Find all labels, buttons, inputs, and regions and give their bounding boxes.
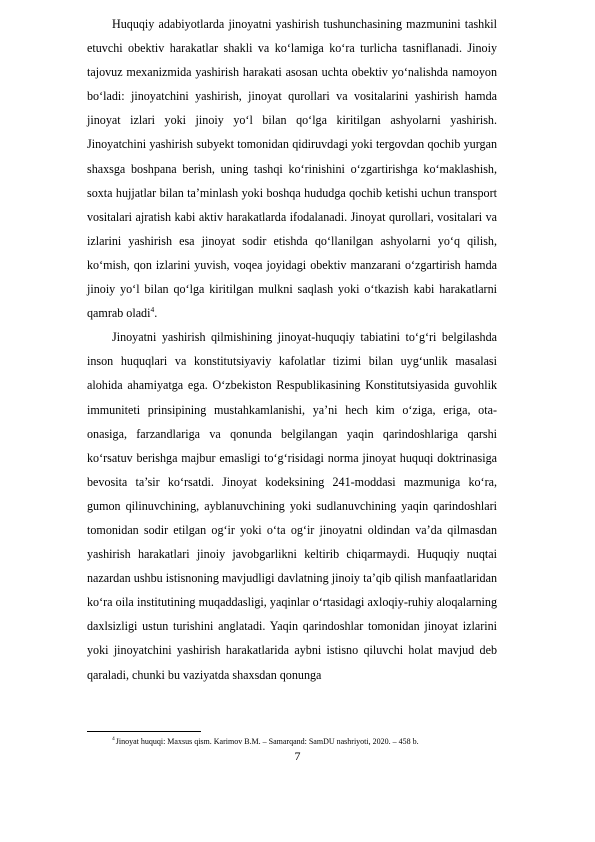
footnote-reference[interactable]: 4 xyxy=(150,305,155,315)
footnote-mark: 4 xyxy=(112,736,115,743)
paragraph-2-text: Jinoyatni yashirish qilmishining jinoyat-huquqiy tabiatini to‘g‘ri belgilashda inson huquqlari va konstitutsiyaviy kafolatlar tizimi bilan uyg‘unlik masalasi alohida ahamiyatga ega. O‘zbekiston Respublikasining Konstitutsiyasida guvohlik immuniteti prinsipining mustahkamlanishi, ya’ni hech kim o‘ziga, eriga, ota-onasiga, farzandlariga va qonunda belgilangan yaqin qarindoshlariga qarshi ko‘rsatuv berishga majbur emasligi to‘g‘risidagi norma jinoyat huquqi doktrinasiga bevosita ta’sir ko‘rsatdi. Jinoyat kodeksining 241-moddasi mazmuniga ko‘ra, gumon qilinuvchining, ayblanuvchining yoki sudlanuvchining yaqin qarindoshlari tomonidan sodir etilgan og‘ir yoki o‘ta og‘ir jinoyatni oldindan va’da qilmasdan yashirish harakatlari jinoiy javobgarlikni keltirib chiqarmaydi. Huquqiy nuqtai nazardan ushbu istisnoning mavjudligi davlatning jinoiy ta’qib qilish manfaatlaridan ko‘ra oila institutining muqaddasligi, yaqinlar o‘rtasidagi axloqiy-ruhiy aloqalarning daxlsizligi ustun turishini anglatadi. Yaqin qarindoshlar tomonidan jinoyat izlarini yoki jinoyatchini yashirish harakatlarida aybni istisno qiluvchi holat mavjud deb qaraladi, chunki bu vaziyatda shaxsdan qonunga xyxy=(87,330,497,682)
paragraph-1-text: Huquqiy adabiyotlarda jinoyatni yashirish tushunchasining mazmunini tashkil etuvchi obektiv harakatlar shakli va ko‘lamiga ko‘ra turlicha tasniflanadi. Jinoiy tajovuz mexanizmida yashirish harakati asosan uchta obektiv yo‘nalishda namoyon bo‘ladi: jinoyatchini yashirish, jinoyat qurollari va vositalarini yashirish hamda jinoyat izlari yoki jinoiy yo‘l bilan qo‘lga kiritilgan ashyolarni yashirish. Jinoyatchini yashirish subyekt tomonidan qidiruvdagi yoki tergovdan qochib yurgan shaxsga boshpana berish, uning tashqi ko‘rinishini o‘zgartirishga ko‘maklashish, soxta hujjatlar bilan ta’minlash yoki boshqa hududga qochib ketishi uchun transport vositalari ajratish kabi aktiv harakatlarda ifodalanadi. Jinoyat qurollari, vositalari va izlarini yashirish esa jinoyat sodir etishda qo‘llanilgan ashyolarni yo‘q qilish, ko‘mish, qon izlarini yuvish, voqea joyidagi obektiv manzarani o‘zgartirish hamda jinoiy yo‘l bilan qo‘lga kiritilgan mulkni saqlash yoki o‘tkazish kabi harakatlarni qamrab oladi xyxy=(87,17,497,321)
page-number: 7 xyxy=(294,749,301,763)
footnote-text: Jinoyat huquqi: Maxsus qism. Karimov B.M. – Samarqand: SamDU nashriyoti, 2020. – 458 b. xyxy=(115,737,419,746)
footnote xyxy=(112,736,497,747)
page-body xyxy=(87,12,497,687)
paragraph-2 xyxy=(87,325,497,686)
paragraph-1 xyxy=(87,12,497,325)
footnote-separator xyxy=(87,731,201,732)
paragraph-1-end: . xyxy=(154,306,158,321)
